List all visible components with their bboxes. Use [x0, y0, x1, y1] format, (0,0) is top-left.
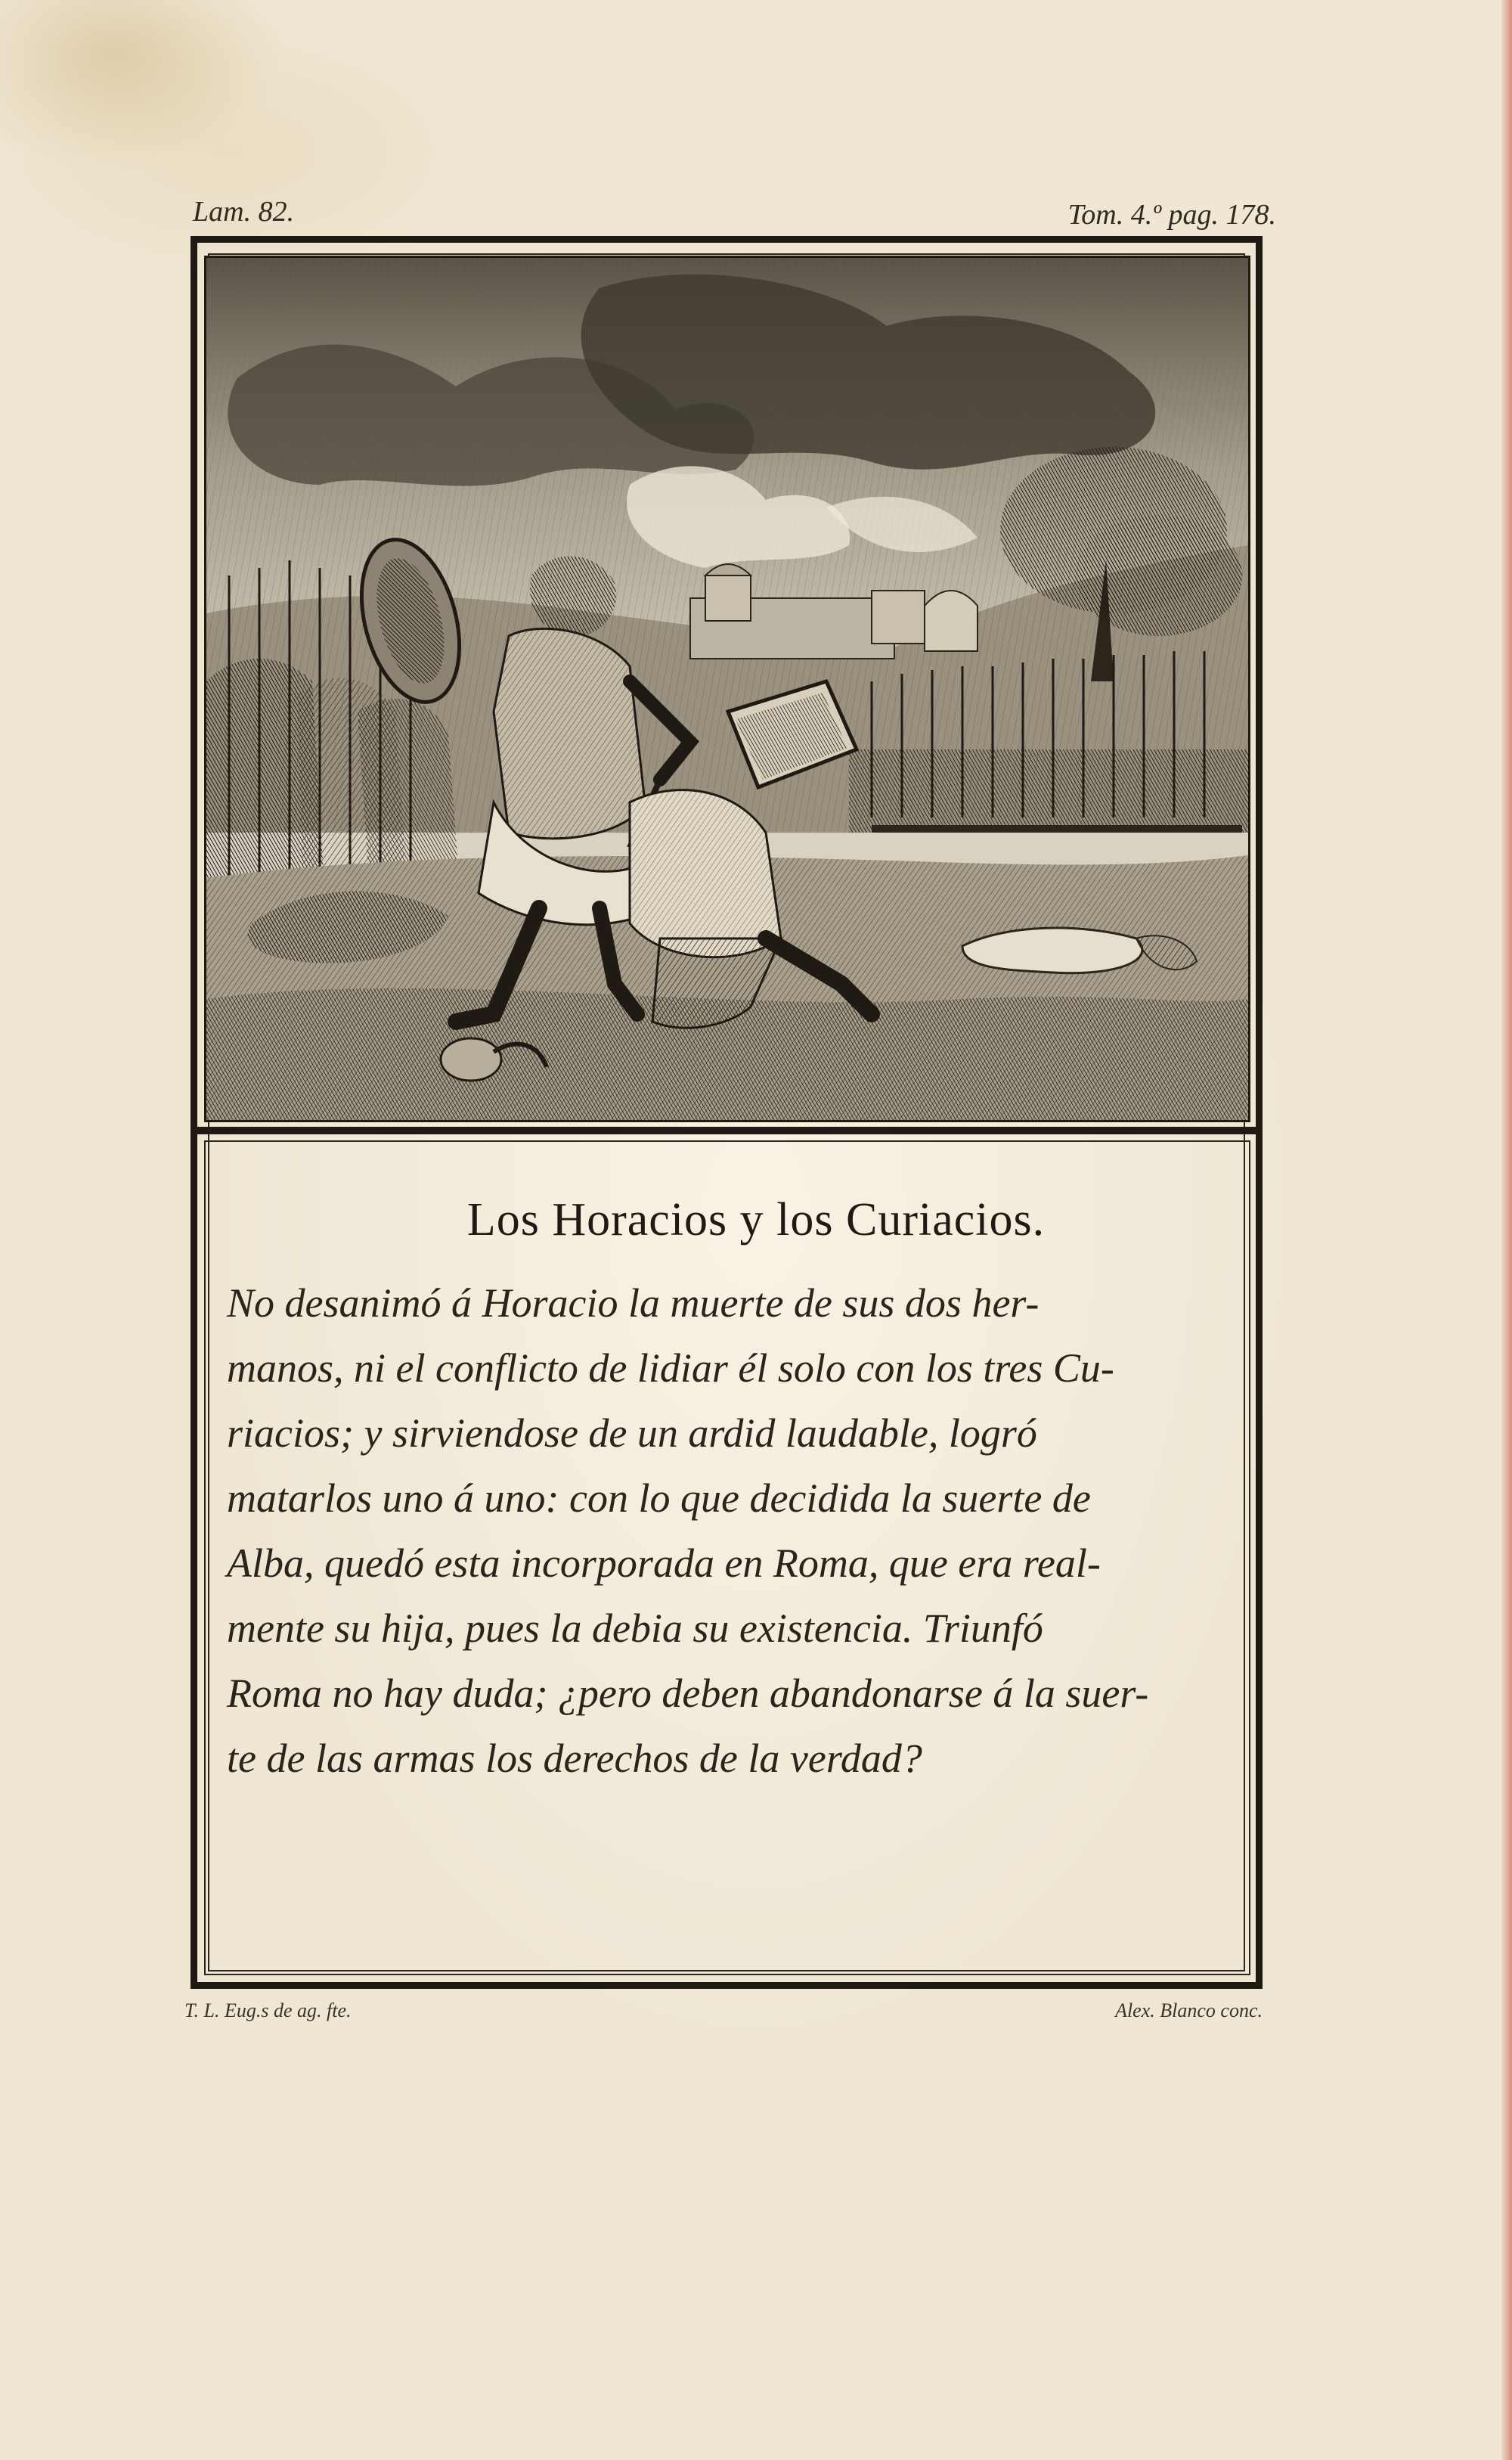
battle-engraving-illustration: [204, 256, 1250, 1122]
volume-page-reference: Tom. 4.º pag. 178.: [1067, 199, 1276, 231]
caption-line: riacios; y sirviendose de un ardid laudable, logró: [227, 1410, 1037, 1456]
caption-line: te de las armas los derechos de la verdad?: [227, 1736, 922, 1781]
designer-credit: Alex. Blanco conc.: [1115, 1999, 1263, 2021]
caption-line: mente su hija, pues la debia su existencia. Triunfó: [227, 1605, 1043, 1651]
caption-line: manos, ni el conflicto de lidiar él solo con los tres Cu-: [227, 1345, 1114, 1391]
caption-body: [227, 1270, 1240, 1791]
plate-divider-rule: [191, 1127, 1263, 1134]
plate-number-label: Lam. 82.: [193, 196, 295, 228]
caption-line: No desanimó á Horacio la muerte de sus dos her-: [227, 1280, 1040, 1326]
caption-line: matarlos uno á uno: con lo que decidida la suerte de: [227, 1475, 1091, 1521]
caption-line: Alba, quedó esta incorporada en Roma, que era real-: [227, 1540, 1101, 1586]
caption-line: Roma no hay duda; ¿pero deben abandonarse á la suer-: [227, 1671, 1149, 1716]
engraver-credit: T. L. Eug.s de ag. fte.: [184, 1999, 352, 2021]
caption-title: Los Horacios y los Curiacios.: [466, 1194, 1046, 1246]
